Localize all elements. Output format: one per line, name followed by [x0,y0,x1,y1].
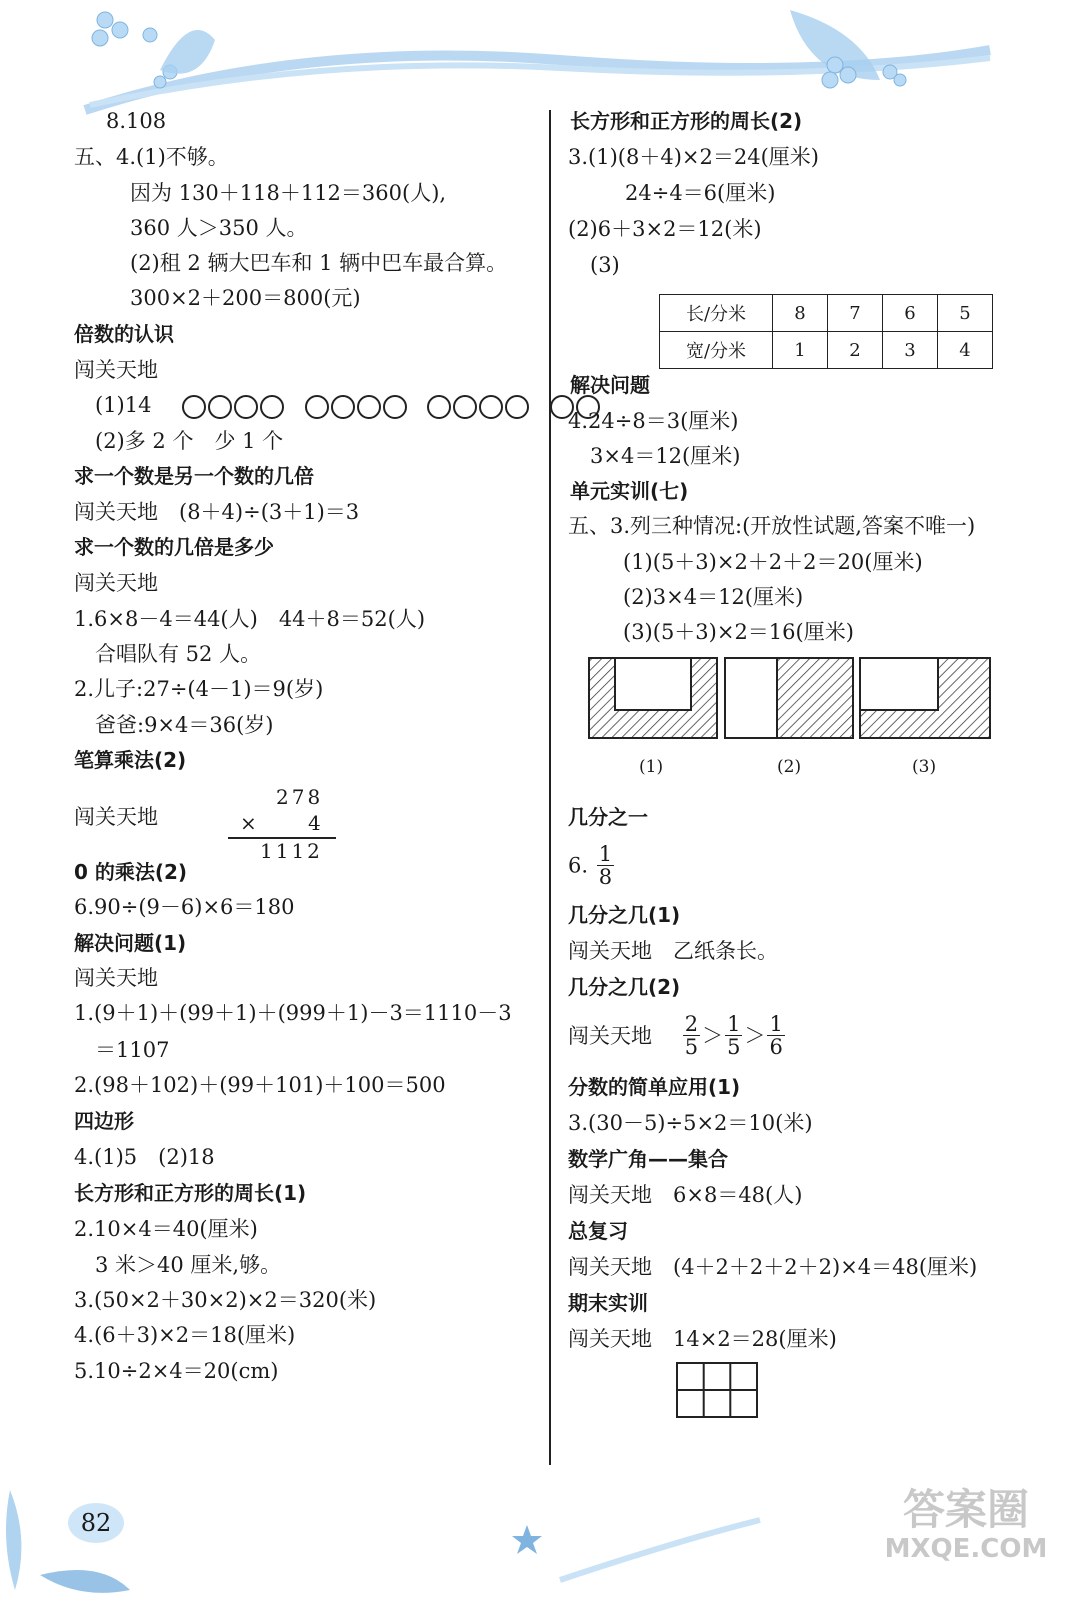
flower-icon [92,12,177,88]
answer-line: (1)(5＋3)×2＋2＋2＝20(厘米) [623,550,923,574]
fraction: $\frac{1}{5}$ [727,1012,741,1059]
section-heading: 几分之一 [568,805,648,829]
section-heading: 期末实训 [568,1291,648,1315]
section-heading: 数学广角——集合 [568,1147,728,1171]
section-heading: 几分之几(1) [568,903,681,927]
answer-line: 五、4.(1)不够。 [74,145,229,169]
figure-3 [860,658,990,738]
answer-line: 3×4＝12(厘米) [590,444,741,468]
figure-1 [589,658,717,738]
answer-line: 6.90÷(9－6)×6＝180 [74,895,295,919]
leaf-icon [40,1570,130,1593]
answer-line: (2)租 2 辆大巴车和 1 辆中巴车最合算。 [130,251,508,275]
answer-line: 4.(1)5 (2)18 [74,1145,215,1169]
header-decoration [0,0,1066,115]
answer-line [95,391,613,419]
answer-line: 2.(98＋102)＋(99＋101)＋100＝500 [74,1073,446,1097]
watermark [876,1486,1056,1564]
answer-line: 8.108 [106,109,167,133]
table-row [660,332,993,369]
answer-line: 2.儿子:27÷(4－1)＝9(岁) [74,677,324,701]
table-cell: 4 [938,332,993,369]
star-icon [512,1525,542,1554]
page-number: 82 [68,1503,124,1543]
figure-caption: (2) [777,757,802,777]
section-heading: 四边形 [74,1109,134,1133]
figure-2 [725,658,853,738]
leaf-icon [6,1490,21,1590]
table-header-cell: 宽/分米 [660,332,773,369]
answer-line: 闯关天地 6×8＝48(人) [568,1183,803,1207]
answer-line: 爸爸:9×4＝36(岁) [95,713,274,737]
answer-line: 因为 130＋118＋112＝360(人), [130,181,447,205]
column-divider [549,110,551,1465]
answer-line: (2)多 2 个 少 1 个 [95,429,284,453]
answer-line: 360 人＞350 人。 [130,216,308,240]
section-heading: 求一个数是另一个数的几倍 [74,464,314,488]
answer-line: 闯关天地 [74,571,158,595]
grid-figure [676,1362,760,1420]
table-cell: 5 [938,295,993,332]
answer-line: 闯关天地 乙纸条长。 [568,939,778,963]
leaf-icon [160,30,215,74]
answer-line: 3.(50×2＋30×2)×2＝320(米) [74,1288,377,1312]
answer-line [568,843,616,888]
table-cell: 2 [828,332,883,369]
table-cell: 8 [773,295,828,332]
answer-text: (1)14 [95,393,152,417]
section-heading: 笔算乘法(2) [74,748,187,772]
figure-caption: (3) [912,757,937,777]
product: 1112 [260,839,323,863]
fraction: $\frac{1}{8}$ [598,842,613,889]
answer-line: ＝1107 [95,1038,170,1062]
answer-line: 3.(30－5)÷5×2＝10(米) [568,1111,813,1135]
answer-line: 闯关天地 (4＋2＋2＋2＋2)×4＝48(厘米) [568,1255,978,1279]
section-heading: 总复习 [568,1219,628,1243]
section-heading: 解决问题(1) [74,931,187,955]
table-cell: 6 [883,295,938,332]
table-header-cell: 长/分米 [660,295,773,332]
section-heading: 几分之几(2) [568,975,681,999]
section-heading: 分数的简单应用(1) [568,1075,741,1099]
watermark-url: MXQE.COM [884,1534,1048,1564]
answer-line: 1.6×8－4＝44(人) 44＋8＝52(人) [74,607,426,631]
answer-line: 闯关天地 [74,966,158,990]
section-heading: 单元实训(七) [570,479,689,503]
answer-line: 300×2＋200＝800(元) [130,286,361,310]
circle-group [181,391,285,419]
circle-group [304,391,408,419]
answer-line: 闯关天地 14×2＝28(厘米) [568,1327,837,1351]
length-width-table [659,294,993,369]
operator: × [240,811,260,835]
answer-text: 闯关天地 [568,1023,652,1048]
answer-line: (3) [590,253,620,277]
greater-than-sign: ＞ [744,1023,766,1048]
section-heading: 长方形和正方形的周长(1) [74,1181,307,1205]
hatched-figures [585,655,995,745]
section-heading: 倍数的认识 [74,322,174,346]
answer-line: 2.10×4＝40(厘米) [74,1217,258,1241]
multiplier: 4 [308,811,324,835]
figure-caption: (1) [639,757,664,777]
answer-line: 5.10÷2×4＝20(cm) [74,1359,279,1383]
fraction: $\frac{1}{6}$ [769,1012,783,1059]
answer-line [568,1013,787,1058]
answer-line: 3.(1)(8＋4)×2＝24(厘米) [568,145,819,169]
answer-line: (2)3×4＝12(厘米) [623,585,804,609]
circle-group [426,391,530,419]
answer-text: 6. [568,853,589,878]
answer-line: (3)(5＋3)×2＝16(厘米) [623,620,854,644]
answer-line: 4.24÷8＝3(厘米) [568,409,739,433]
answer-line: 4.(6＋3)×2＝18(厘米) [74,1323,296,1347]
answer-line: 3 米＞40 厘米,够。 [95,1253,282,1277]
table-cell: 3 [883,332,938,369]
section-heading: 长方形和正方形的周长(2) [570,109,803,133]
watermark-logo-text: 答案圈 [902,1485,1029,1534]
answer-line: 五、3.列三种情况:(开放性试题,答案不唯一) [568,514,976,538]
answer-line: 闯关天地 [74,805,158,829]
answer-line: 闯关天地 [74,358,158,382]
table-cell: 7 [828,295,883,332]
answer-line: (2)6＋3×2＝12(米) [568,217,762,241]
answer-line: 合唱队有 52 人。 [95,642,262,666]
greater-than-sign: ＞ [702,1023,724,1048]
section-heading: 解决问题 [570,373,650,397]
fraction: $\frac{2}{5}$ [684,1012,699,1059]
section-heading: 求一个数的几倍是多少 [74,535,274,559]
answer-line: 1.(9＋1)＋(99＋1)＋(999＋1)－3＝1110－3 [74,1001,512,1025]
multiplicand: 278 [276,785,324,809]
section-heading: 0 的乘法(2) [74,860,188,884]
answer-line: 闯关天地 (8＋4)÷(3＋1)＝3 [74,500,360,524]
table-cell: 1 [773,332,828,369]
answer-line: 24÷4＝6(厘米) [625,181,776,205]
table-row [660,295,993,332]
